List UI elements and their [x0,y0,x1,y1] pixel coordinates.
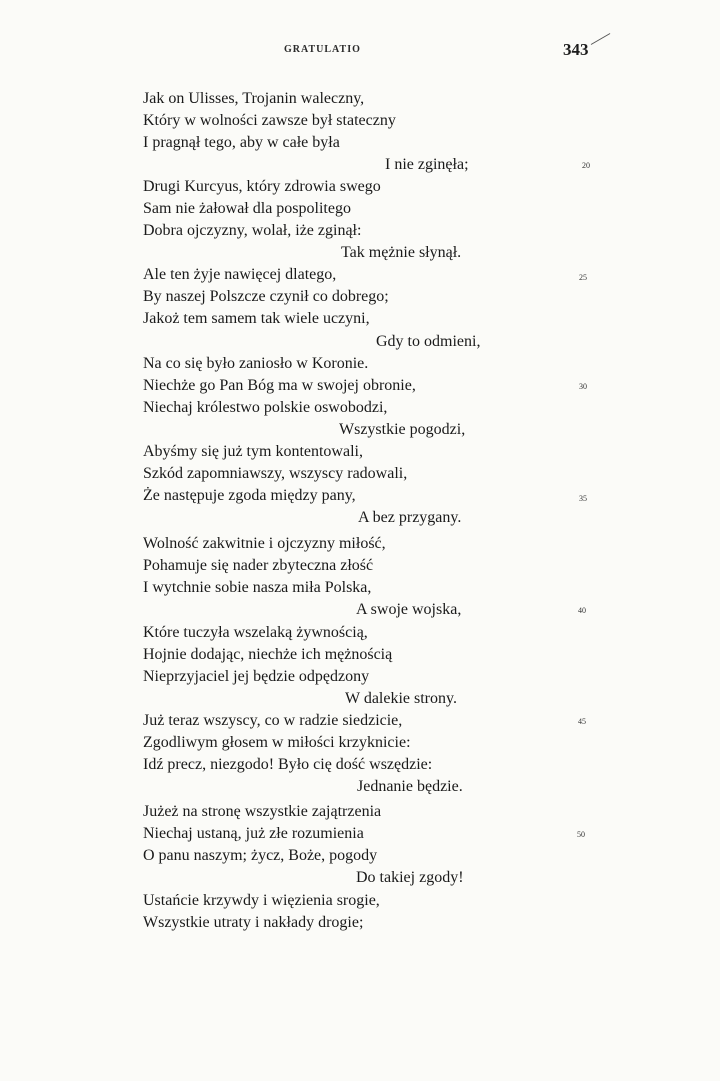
verse-line-number: 30 [579,382,587,391]
poem-line: I nie zginęła; [385,156,469,173]
poem-line: Jednanie będzie. [357,778,463,795]
poem-line: Wszystkie utraty i nakłady drogie; [143,914,364,931]
poem-line: Szkód zapomniawszy, wszyscy radowali, [143,465,408,482]
verse-line-number: 35 [579,494,587,503]
poem-line: Jużeż na stronę wszystkie zajątrzenia [143,803,382,820]
poem-line: Zgodliwym głosem w miłości krzyknicie: [143,734,411,751]
poem-line: Drugi Kurcyus, który zdrowia swego [143,178,381,195]
verse-line-number: 45 [578,717,586,726]
poem-line: Nieprzyjaciel jej będzie odpędzony [143,668,370,685]
poem-line: Gdy to odmieni, [376,333,481,350]
poem-line: Ustańcie krzywdy i więzienia srogie, [143,892,380,909]
poem-line: Jak on Ulisses, Trojanin waleczny, [143,90,365,107]
poem-line: Ale ten żyje nawięcej dlatego, [143,266,337,283]
poem-line: Niechże go Pan Bóg ma w swojej obronie, [143,377,416,394]
poem-line: W dalekie strony. [345,690,457,707]
poem-line: Że następuje zgoda między pany, [143,487,356,504]
running-header: GRATULATIO [284,44,361,55]
poem-line: A swoje wojska, [356,601,462,618]
poem-line: Pohamuje się nader zbyteczna złość [143,557,374,574]
poem-line: Tak mężnie słynął. [341,244,462,261]
poem-line: Do takiej zgody! [356,869,464,886]
poem-line: Dobra ojczyzny, wolał, iże zginął: [143,222,362,239]
poem-line: A bez przygany. [358,509,462,526]
page-number: 343 [563,40,589,59]
poem-line: Wolność zakwitnie i ojczyzny miłość, [143,535,386,552]
poem-line: Wszystkie pogodzi, [339,421,466,438]
poem-line: Na co się było zaniosło w Koronie. [143,355,369,372]
poem-line: Który w wolności zawsze był stateczny [143,112,396,129]
poem-line: Jakoż tem samem tak wiele uczyni, [143,310,370,327]
poem-line: Niechaj królestwo polskie oswobodzi, [143,399,388,416]
poem-line: I wytchnie sobie nasza miła Polska, [143,579,372,596]
verse-line-number: 20 [582,161,590,170]
verse-line-number: 40 [578,606,586,615]
poem-line: Które tuczyła wszelaką żywnością, [143,624,368,641]
poem-line: Sam nie żałował dla pospolitego [143,200,351,217]
poem-line: I pragnął tego, aby w całe była [143,134,340,151]
poem-line: Abyśmy się już tym kontentowali, [143,443,363,460]
poem-line: O panu naszym; życz, Boże, pogody [143,847,378,864]
poem-line: By naszej Polszcze czynił co dobrego; [143,288,389,305]
verse-line-number: 25 [579,273,587,282]
poem-line: Niechaj ustaną, już złe rozumienia [143,825,364,842]
poem-line: Hojnie dodając, niechże ich mężnością [143,646,393,663]
verse-line-number: 50 [577,830,585,839]
poem-line: Idź precz, niezgodo! Było cię dość wszędzie: [143,756,433,773]
poem-line: Już teraz wszyscy, co w radzie siedzicie, [143,712,403,729]
